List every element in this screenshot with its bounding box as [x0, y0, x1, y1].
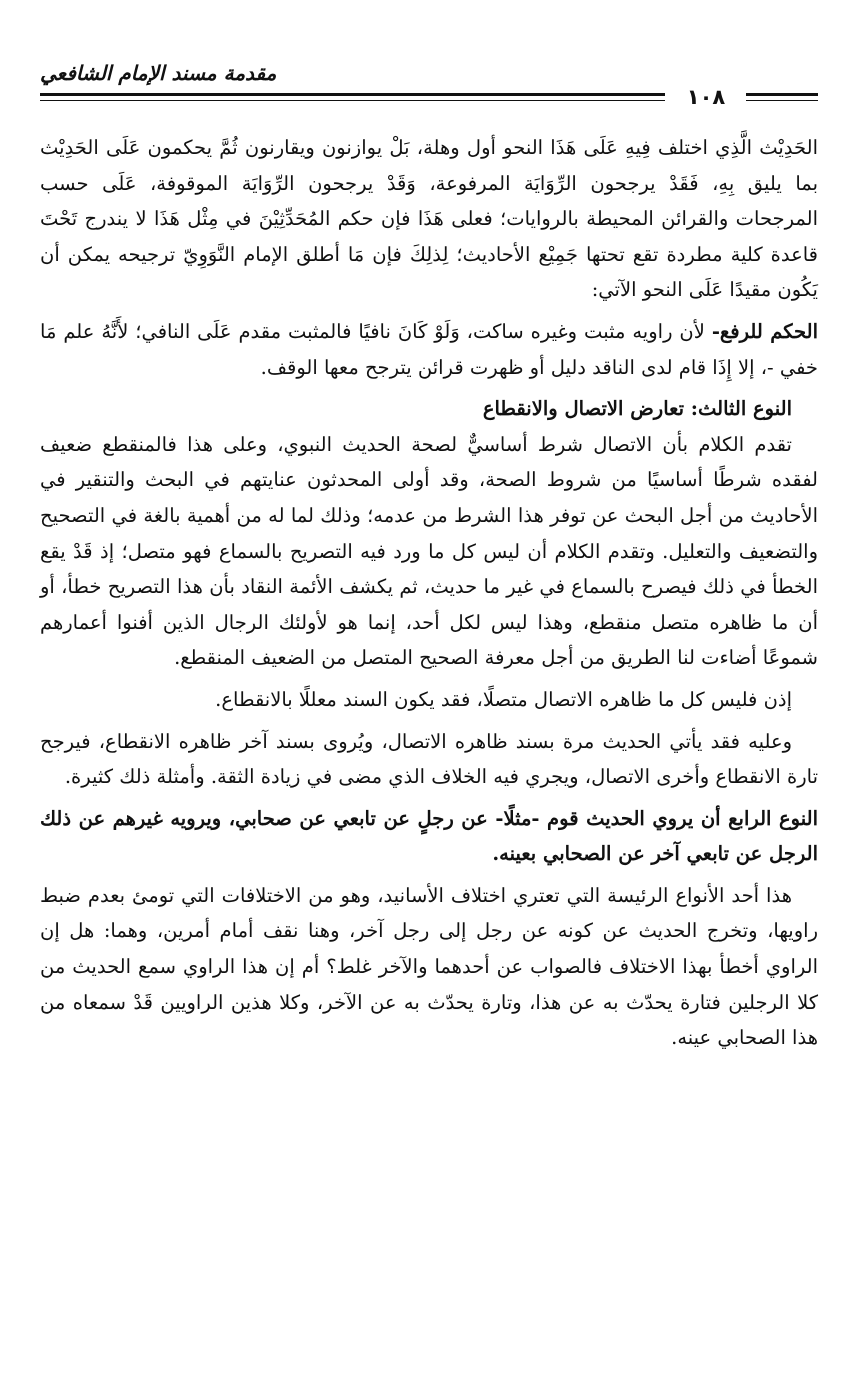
paragraph-ruling: [40, 314, 818, 385]
header-rule-short: [746, 93, 818, 101]
ruling-lead: الحكم للرفع-: [711, 319, 818, 343]
section-heading-third-type: النوع الثالث: تعارض الاتصال والانقطاع: [482, 397, 792, 421]
header-rule-long: [40, 93, 665, 101]
paragraph-continuation: الحَدِيْث الَّذِي اختلف فِيهِ عَلَى هَذَا النحو أول وهلة، بَلْ يوازنون ويقارنون ثُمَّ يحكمون عَلَى الحَدِيْث بما يليق بِهِ، فَقَدْ يرجحون الرِّوَايَة المرفوعة، وَقَدْ يرجحون الرِّوَايَة الموقوفة، عَلَى حسب المرجحات والقرائن المحيطة بالروايات؛ فعلى هَذَا فإن حكم المُحَدِّثِيْنَ في مِثْل هَذَا لا يندرج تَحْتَ قاعدة كلية مطردة تقع تحتها جَمِيْع الأحاديث؛ لِذلِكَ فإن مَا أطلق الإمام النَّوَوِيّ ترجيحه يمكن أن يَكُون مقيدًا عَلَى النحو الآتي:: [40, 136, 818, 302]
paragraph-fourth-type-discussion: هذا أحد الأنواع الرئيسة التي تعتري اختلاف الأسانيد، وهو من الاختلافات التي تومئ بعدم ضبط راويها، وتخرج الحديث عن كونه عن رجل إلى رجل آخر، وهنا نقف أمام أمرين، وهما: هل إن الراوي أخطأ بهذا الاختلاف فالصواب عن أحدهما والآخر غلط؟ أم إن هذا الراوي سمع الحديث من كلا الرجلين فتارة يحدّث به عن هذا، وتارة يحدّث به عن الآخر، وكلا هذين الراويين قَدْ سمعاه من هذا الصحابي عينه.: [40, 883, 818, 1050]
page-body: [40, 130, 818, 1056]
ruling-text: لأن راويه مثبت وغيره ساكت، وَلَوْ كَانَ نافيًا فالمثبت مقدم عَلَى النافي؛ لأَنَّهُ علم مَا خفي -، إلا إِذَا قام لدى الناقد دليل أو ظهرت قرائن يترجح معها الوقف.: [40, 319, 818, 379]
section-heading-fourth-type: النوع الرابع أن يروي الحديث قوم -مثلًا- عن رجلٍ عن تابعي عن صحابي، ويرويه غيرهم عن ذلك الرجل عن تابعي آخر عن الصحابي بعينه.: [40, 806, 818, 866]
paragraph-not-all-connected: إذن فليس كل ما ظاهره الاتصال متصلًا، فقد يكون السند معللًا بالانقطاع.: [215, 687, 792, 711]
paragraph-connection-requirement: تقدم الكلام بأن الاتصال شرط أساسيٌّ لصحة الحديث النبوي، وعلى هذا فالمنقطع ضعيف لفقده شرطًا أساسيًا من شروط الصحة، وقد أولى المحدثون عنايتهم في البحث والتنقير في الأحاديث من أجل البحث عن توفر هذا الشرط من عدمه؛ وذلك لما له من أهمية بالغة في التصحيح والتضعيف والتعليل. وتقدم الكلام أن ليس كل ما ورد فيه التصريح بالسماع فهو متصل؛ إذ قَدْ يقع الخطأ في ذلك فيصرح بالسماع في غير ما حديث، ثم يكشف الأئمة النقاد بأن هذا التصريح خطأ، أو أن ما ظاهره متصل منقطع، وهذا ليس لكل أحد، إنما هو لأولئك الرجال الذين أفنوا أعمارهم شموعًا أضاءت لنا الطريق من أجل معرفة الصحيح المتصل من الضعيف المنقطع.: [40, 432, 818, 670]
page-number: ١٠٨: [686, 85, 726, 109]
paragraph-examples: وعليه فقد يأتي الحديث مرة بسند ظاهره الاتصال، ويُروى بسند آخر ظاهره الانقطاع، فيرجح تارة الانقطاع وأخرى الاتصال، ويجري فيه الخلاف الذي مضى في زيادة الثقة. وأمثلة ذلك كثيرة.: [40, 729, 818, 789]
running-title: مقدمة مسند الإمام الشافعي: [40, 61, 277, 85]
